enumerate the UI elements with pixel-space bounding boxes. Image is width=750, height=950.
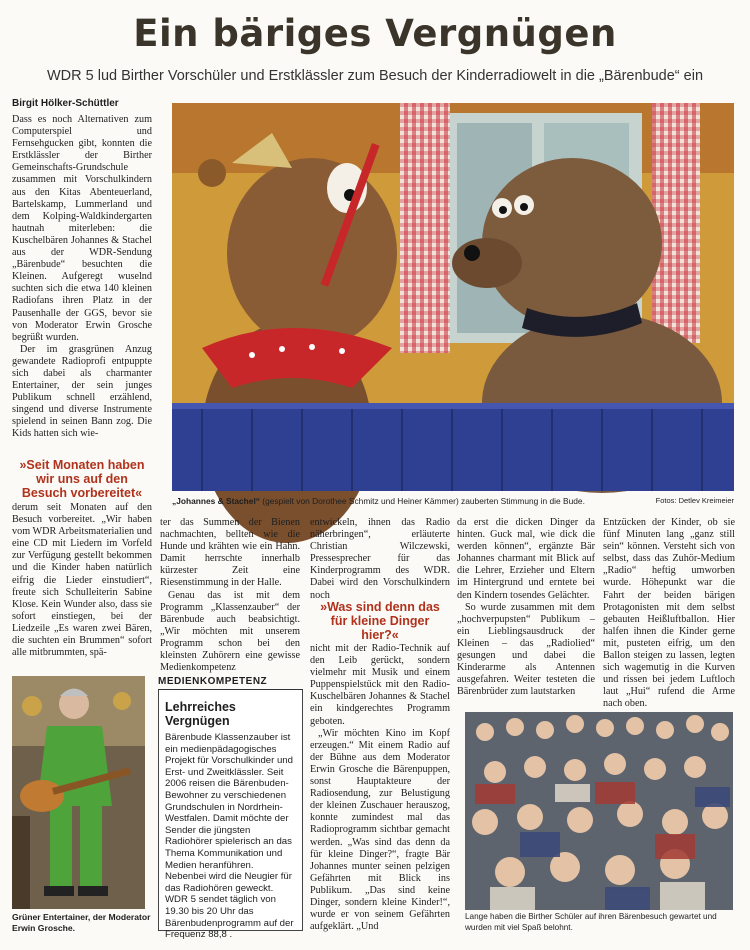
audience-illustration	[465, 712, 733, 910]
column-4	[457, 517, 595, 707]
caption-text: (gespielt von Dorothee Schmitz und Heiner Kämmer) zauberten Stimmung in die Bude.	[259, 496, 585, 506]
entertainer-illustration	[12, 676, 145, 909]
photo-main-caption	[172, 496, 592, 507]
column-1-bottom	[12, 502, 152, 668]
paragraph: da erst die dicken Dinger da hinten. Guck mal, wie dick die werden können“, ergänzte Bär Johannes charmant mit Blick auf die Lehrer, Erzieher und Eltern im Hintergrund und erntete bei den Kindern tosendes Gelächter.	[457, 517, 595, 601]
infobox-label: MEDIENKOMPETENZ	[158, 676, 303, 690]
paragraph: Genau das ist mit dem Programm „Klassenzauber“ der Bärenbude auch beabsichtigt. „Wir möchten mit unserem Programm schon bei den kleinsten Zuhörern eine gewisse Medienkompetenz	[160, 589, 300, 674]
infobox	[158, 690, 303, 941]
photo-children-audience	[465, 712, 733, 910]
paragraph: So wurde zusammen mit dem „hochverpupsten“ Publikum – ein Lieblingsausdruck der Kleinen – das „Radiolied“ gesungen und dabei die Kinderarme als Antennen ausgefahren. Weiter testeten die Bärenbrüder zum lautstarken	[457, 601, 595, 698]
caption-bold: „Johannes & Stachel“	[172, 496, 260, 506]
paragraph: Dass es noch Alternativen zum Computerspiel und Fernsehgucken gibt, konnten die Erstklässler der Birther Gemeinschafts-Grundschule zusammen mit Vorschulkindern aus den Kitas Abenteuerland, Bartelskamp, Lummerland und dem Kolping-Waldkindergarten hautnah miterleben: die Kuschelbären Johannes & Stachel aus der WDR-Sendung „Bärenbude“ besuchten die Kleinen. Aufgeregt wuselnd suchten sich die etwa 140 kleinen Radiofans ihren Platz in der Pausenhalle der GGS, bevor sie von Moderator Erwin Grosche begrüßt wurden.	[12, 114, 152, 343]
curtain-left	[400, 103, 450, 353]
infobox-title: Lehrreiches Vergnügen	[165, 700, 236, 728]
headline: Ein bäriges Vergnügen	[133, 12, 617, 55]
photo-credit: Fotos: Detlev Kreimeier	[655, 496, 734, 505]
column-3-top	[310, 517, 450, 601]
paragraph: Entzücken der Kinder, ob sie fünf Minuten lang „ganz still sein“ können. Versteht sich von selbst, dass das Zuhör-Medium „Radio“ heftig umworben wurde. Höhepunkt war die Fahrt der beiden bärigen Protagonisten mit dem selbst gebauten Heißluftballon. Hier halfen ihnen die Kinder gerne mit, pusteten eifrig, um den Ballon steigen zu lassen, legten sich wagemutig in die Kurven und rissen bei jedem Luftloch laut „Hui“ rufend die Arme nach oben.	[603, 517, 735, 710]
paragraph: Der im grasgrünen Anzug gewandete Radioprofi entpuppte sich dabei als charmanter Entertainer, der sein junges Publikum schnell erzählend, singend und diverse Instrumente spielend in seinen Bann zog. Die Kids hatten sich wie-	[12, 343, 152, 440]
photo-right-caption: Lange haben die Birther Schüler auf ihren Bärenbesuch gewartet und wurden mit viel Spaß belohnt.	[465, 912, 717, 932]
photo-entertainer	[12, 676, 145, 909]
infobox-body: Bärenbude Klassenzauber ist ein medienpädagogisches Projekt für Vorschulkinder und Erst- und Zweitklässler. Seit 2006 reisen die Bärenbuden-Bewohner zu verschiedenen Grundschulen in Nordrhein-Westfalen. Damit möchte der Sender die jüngsten Radiohörer spielerisch an das Thema Kommunikation und Medien heranführen. Nebenbei wird die Neugier für das Radiohören geweckt. WDR 5 sendet täglich von 19.30 bis 20 Uhr das Bärenbudenprogramm auf der Frequenz 88,8 .	[165, 732, 294, 941]
paragraph: nicht mit der Radio-Technik auf den Leib gerückt, sondern vielmehr mit Musik und einem Puppenspielstück mit den Radio-Kuschelbären Johannes & Stachel ein kindgerechtes Programm geboten.	[310, 643, 450, 727]
photo-left-caption: Grüner Entertainer, der Moderator Erwin Grosche.	[12, 912, 151, 933]
paragraph: ter das Summen der Bienen nachmachten, bellten wie die Hunde und krähten wie ein Hahn. Damit herrschte innerhalb kürzester Zeit eine Riesenstimmung in der Halle.	[160, 517, 300, 589]
column-5	[603, 517, 735, 710]
subheadline: WDR 5 lud Birther Vorschüler und Erstklässler zum Besuch der Kinderradiowelt in die „Bärenbude“ ein	[46, 68, 704, 84]
paragraph: „Wir möchten Kino im Kopf erzeugen.“ Mit einem Radio auf der Bühne aus dem Moderator Erwin Grosche die Bärenpuppen, sonst Hauptakteure der Radiosendung, zur Belustigung der kleinen Zuschauer herauszog, konnte zumindest mal das Radioprogramm sichtbar gemacht werden. „Was sind das denn da für kleine Dinger?“, fragte Bär Johannes munter seinen pelzigen Gefährten mit Blick ins Publikum. „Das sind keine Dinger, sondern kleine Kinder!“, wurde er von seinem Gefährten aufgeklärt. „Und	[310, 727, 450, 933]
pullquote-2: »Was sind denn das für kleine Dinger hier?«	[320, 600, 440, 642]
paragraph: derum seit Monaten auf den Besuch vorbereitet. „Wir haben vom WDR Arbeitsmaterialien und eine CD mit Liedern im Vorfeld zur Verfügung gestellt bekommen und die Kinder haben natürlich eifrig die Lieder einstudiert“, freute sich Schulleiterin Sabine Klose. Kein Wunder also, dass sie sofort einstiegen, bei der Liedzeile „Es waren zwei Bären, die suchten ein Brummen“ sofort alle mitbrummten, spä-	[12, 502, 152, 659]
puppet-photo-illustration	[172, 103, 734, 491]
photo-puppet-show	[172, 103, 734, 491]
pullquote-1: »Seit Monaten haben wir uns auf den Besuch vorbereitet«	[19, 458, 145, 500]
column-3-bottom	[310, 643, 450, 933]
paragraph: entwickeln, ihnen das Radio näherbringen“, erläuterte Christian Wilczewski, Pressesprecher für das Kinderprogramm des WDR. Dabei wird den Vorschulkindern noch	[310, 517, 450, 601]
author-byline: Birgit Hölker-Schüttler	[12, 98, 119, 109]
column-1-top	[12, 114, 152, 452]
column-2	[160, 517, 300, 674]
